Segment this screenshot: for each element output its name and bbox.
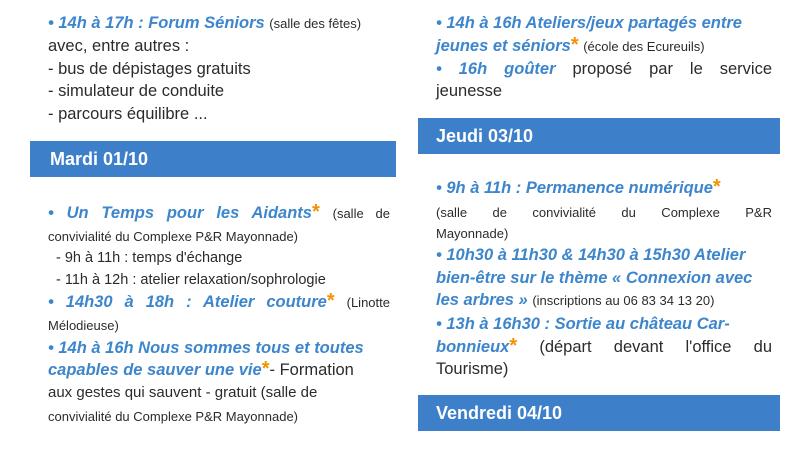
asterisk-icon: * — [712, 176, 721, 198]
ateliers-title: • 14h à 16h Ateliers/jeux partagés entre — [436, 14, 742, 32]
ateliers-title-2-line — [436, 36, 705, 57]
sortie-rest-cont: Tourisme) — [436, 360, 509, 378]
gouter-rest-cont: jeunesse — [436, 82, 503, 100]
day-header-jeudi: Jeudi 03/10 — [418, 118, 780, 154]
forum-title-line — [48, 13, 361, 34]
aidants-title-line — [48, 203, 390, 224]
gouter-rest: proposé par le service — [572, 60, 772, 78]
couture-title-line — [48, 292, 390, 313]
couture-place-cont: Mélodieuse) — [48, 318, 119, 333]
aidants-title: • Un Temps pour les Aidants — [48, 204, 312, 222]
asterisk-icon: * — [261, 358, 270, 380]
numerique-title: • 9h à 11h : Permanence numérique — [436, 179, 713, 197]
numerique-place-cont: Mayonnade) — [436, 226, 509, 241]
day-header-vendredi: Vendredi 04/10 — [418, 395, 780, 431]
formation-title-cont: capables de sauver une vie — [48, 361, 262, 379]
formation-title-2-line — [48, 360, 354, 381]
forum-intro: avec, entre autres : — [48, 37, 190, 55]
ateliers-title-cont: jeunes et séniors — [436, 37, 571, 55]
ateliers-place: (école des Ecureuils) — [583, 39, 705, 54]
gouter-title: • 16h goûter — [436, 60, 556, 78]
bienetre-title-cont: bien-être sur le thème « Connexion avec — [436, 269, 753, 287]
sortie-rest: (départ devant l'office du — [539, 338, 772, 356]
formation-rest: - Formation — [269, 361, 354, 379]
couture-title: • 14h30 à 18h : Atelier couture — [48, 293, 327, 311]
forum-item: - bus de dépistages gratuits — [48, 60, 251, 78]
numerique-place: (salle de convivialité du Complexe P&R — [436, 205, 772, 220]
bienetre-title-end: les arbres » — [436, 291, 528, 309]
forum-item: - parcours équilibre ... — [48, 105, 208, 123]
bienetre-title-1 — [436, 245, 745, 266]
bienetre-note: (inscriptions au 06 83 34 13 20) — [532, 293, 715, 308]
formation-rest-2: aux gestes qui sauvent - gratuit (salle de — [48, 384, 318, 401]
aidants-item: - 11h à 12h : atelier relaxation/sophrologie — [56, 272, 326, 288]
ateliers-title-1 — [436, 13, 742, 34]
gouter-line — [436, 59, 772, 80]
day-header-mardi: Mardi 01/10 — [30, 141, 396, 177]
numerique-title-line — [436, 178, 721, 199]
couture-place: (Linotte — [346, 295, 390, 310]
bienetre-title-2 — [436, 268, 752, 289]
formation-title-1 — [48, 338, 364, 359]
sortie-title-cont: bonnieux — [436, 338, 510, 356]
formation-title: • 14h à 16h Nous sommes tous et toutes — [48, 339, 364, 357]
asterisk-icon: * — [311, 201, 320, 223]
sortie-title: • 13h à 16h30 : Sortie au château Car- — [436, 315, 730, 333]
forum-item: - simulateur de conduite — [48, 82, 225, 100]
formation-rest-3: convivialité du Complexe P&R Mayonnade) — [48, 409, 299, 424]
bienetre-title-3-line — [436, 290, 714, 311]
aidants-item: - 9h à 11h : temps d'échange — [56, 250, 243, 266]
aidants-place: (salle de — [332, 206, 391, 221]
asterisk-icon: * — [570, 34, 579, 56]
sortie-title-2-line — [436, 337, 772, 358]
asterisk-icon: * — [509, 335, 518, 357]
forum-title: • 14h à 17h : Forum Séniors — [48, 14, 265, 32]
sortie-title-1 — [436, 314, 730, 335]
bienetre-title: • 10h30 à 11h30 & 14h30 à 15h30 Atelier — [436, 246, 746, 264]
asterisk-icon: * — [326, 290, 335, 312]
forum-place: (salle des fêtes) — [269, 16, 362, 31]
aidants-place-cont: convivialité du Complexe P&R Mayonnade) — [48, 229, 299, 244]
